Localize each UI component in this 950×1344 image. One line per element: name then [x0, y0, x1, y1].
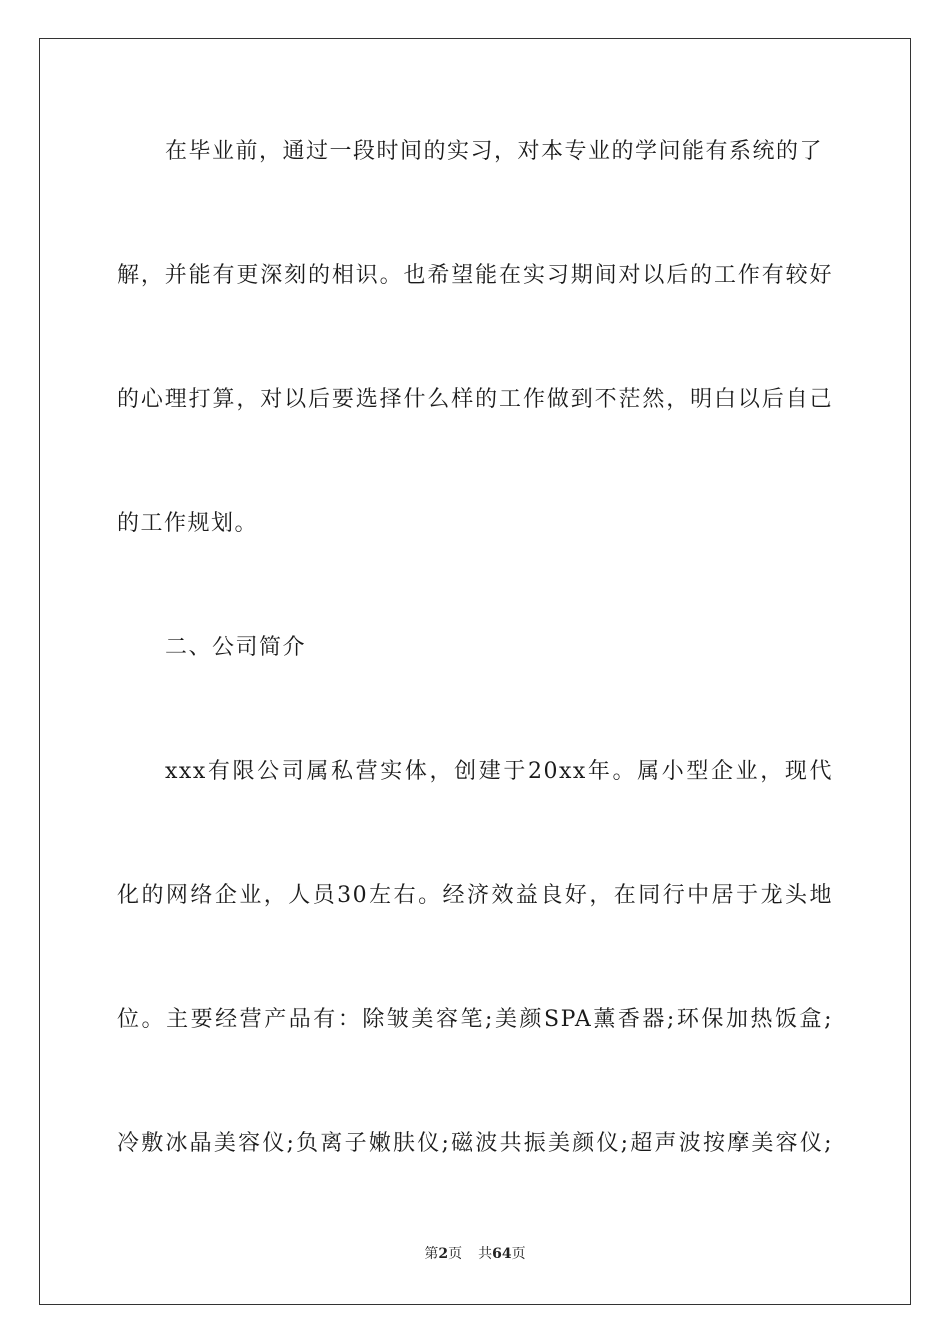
page-border	[39, 38, 911, 1305]
paragraph-2-line-2: 化的网络企业，人员30左右。经济效益良好，在同行中居于龙头地	[117, 883, 833, 908]
page-footer	[0, 1245, 950, 1263]
paragraph-2-line-3: 位。主要经营产品有：除皱美容笔;美颜SPA薰香器;环保加热饭盒;	[117, 1007, 833, 1032]
paragraph-1-line-2: 解，并能有更深刻的相识。也希望能在实习期间对以后的工作有较好	[117, 263, 833, 288]
paragraph-1-line-4: 的工作规划。	[117, 511, 259, 536]
paragraph-1-line-1: 在毕业前，通过一段时间的实习，对本专业的学问能有系统的了	[165, 139, 824, 164]
footer-page-prefix: 第	[424, 1246, 439, 1262]
section-heading-company-intro: 二、公司简介	[165, 635, 307, 660]
paragraph-2-line-4: 冷敷冰晶美容仪;负离子嫩肤仪;磁波共振美颜仪;超声波按摩美容仪;	[117, 1131, 833, 1156]
footer-total-suffix: 页	[511, 1246, 526, 1262]
paragraph-2-line-1: xxx有限公司属私营实体，创建于20xx年。属小型企业，现代	[165, 759, 833, 784]
footer-page-number: 2	[438, 1246, 449, 1262]
footer-total-pages: 64	[492, 1246, 512, 1262]
footer-page-suffix: 页	[448, 1246, 463, 1262]
footer-total-prefix: 共	[478, 1246, 493, 1262]
paragraph-1-line-3: 的心理打算，对以后要选择什么样的工作做到不茫然，明白以后自己	[117, 387, 833, 412]
